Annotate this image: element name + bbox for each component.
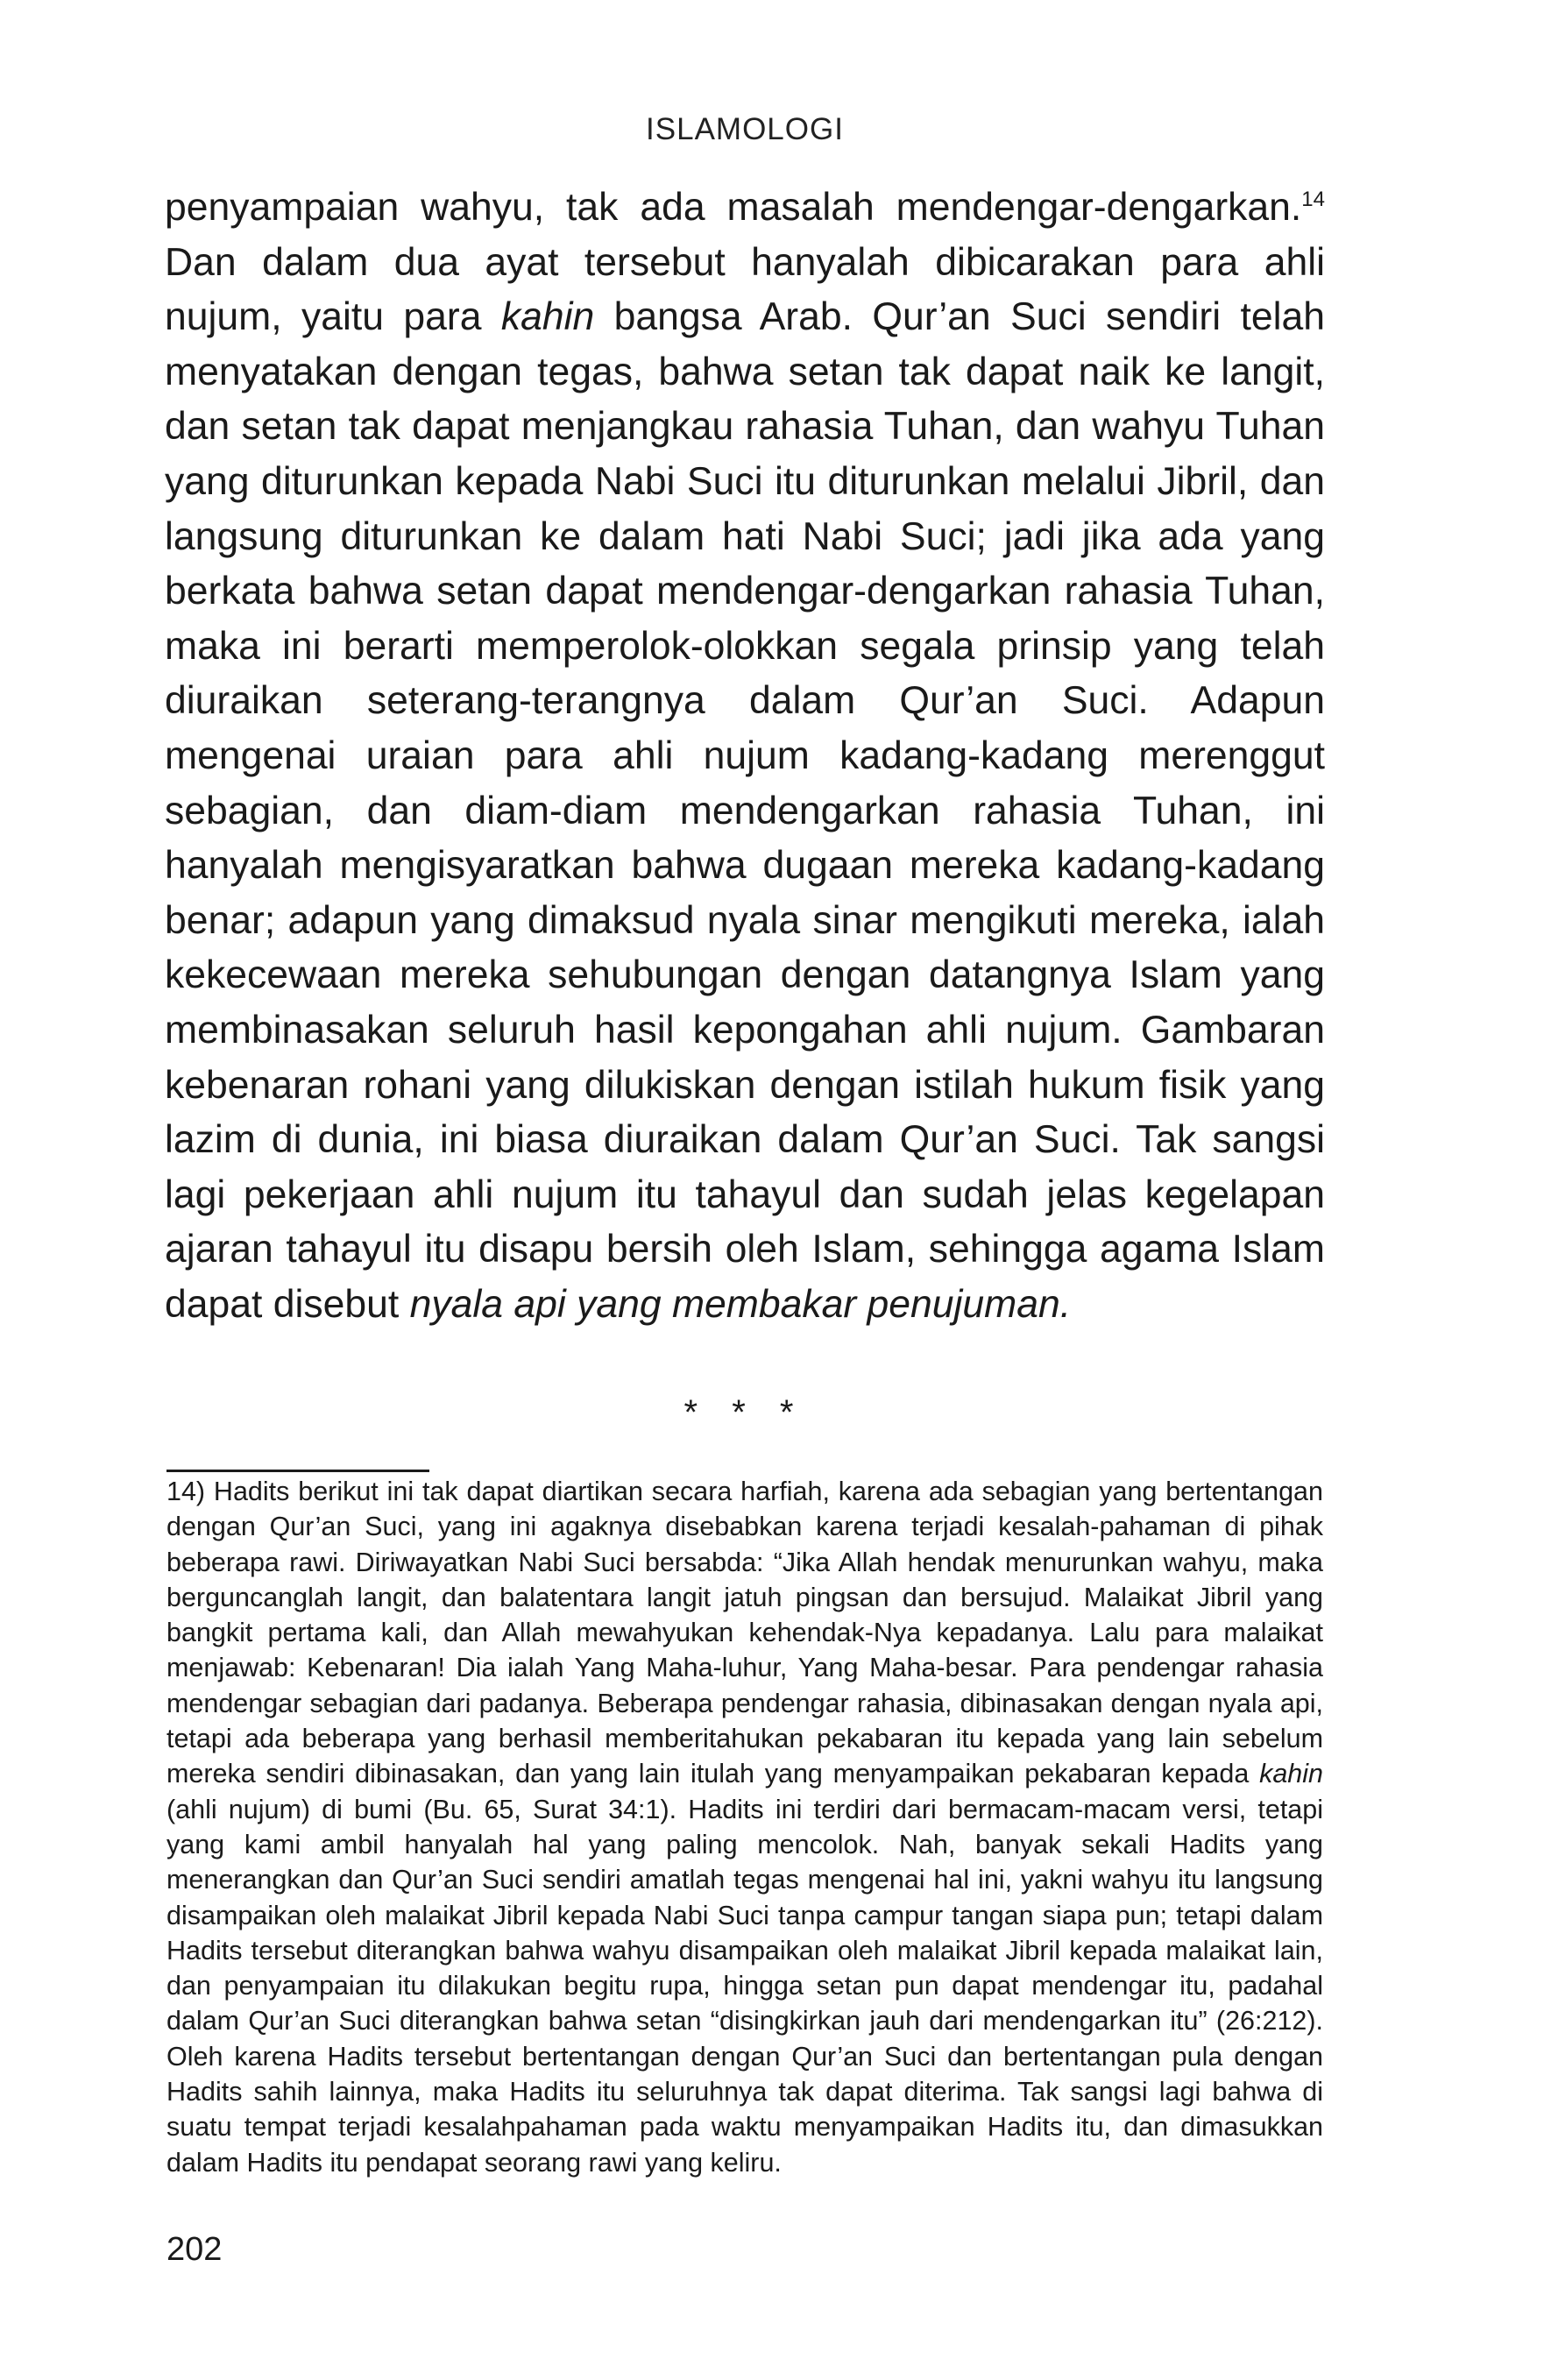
paragraph-text-2: Dan dalam dua ayat tersebut hanyalah dibicarakan para ahli nujum, yaitu para bbox=[165, 240, 1325, 339]
paragraph bbox=[165, 181, 1325, 1332]
italic-closing-phrase: nyala api yang membakar penujuman. bbox=[409, 1282, 1072, 1326]
running-header: ISLAMOLOGI bbox=[646, 112, 844, 146]
footnote-number: 14) bbox=[166, 1477, 206, 1506]
footnote-italic-kahin: kahin bbox=[1259, 1759, 1323, 1789]
paragraph-text-1: penyampaian wahyu, tak ada masalah mendengar-dengarkan. bbox=[165, 186, 1302, 229]
footnote-text-1: Hadits berikut ini tak dapat diartikan secara harfiah, karena ada sebagian yang bertentangan dengan Qur’an Suci, yang ini agaknya disebabkan karena terjadi kesalah-pahaman di pihak beberapa rawi. Diriwayatkan Nabi Suci bersabda: “Jika Allah hendak menurunkan wahyu, maka berguncanglah langit, dan balatentara langit jatuh pingsan dan bersujud. Malaikat Jibril yang bangkit pertama kali, dan Allah mewahyukan kehendak-Nya kepadanya. Lalu para malaikat menjawab: Kebenaran! Dia ialah Yang Maha-luhur, Yang Maha-besar. Para pendengar rahasia mendengar sebagian dari padanya. Beberapa pendengar rahasia, dibinasakan dengan nyala api, tetapi ada beberapa yang berhasil memberitahukan pekabaran itu kepada yang lain sebelum mereka sendiri dibinasakan, dan yang lain itulah yang menyampaikan pekabaran kepada bbox=[166, 1477, 1323, 1789]
footnote-divider bbox=[166, 1470, 429, 1472]
footnote bbox=[166, 1474, 1323, 2180]
footnote-reference: 14 bbox=[1301, 188, 1325, 212]
main-paragraph bbox=[165, 181, 1325, 1332]
italic-term-kahin: kahin bbox=[500, 295, 595, 339]
section-separator: * * * bbox=[683, 1393, 806, 1432]
page-number: 202 bbox=[166, 2231, 223, 2268]
paragraph-text-3: bangsa Arab. Qur’an Suci sendiri telah menyatakan dengan tegas, bahwa setan tak dapat naik ke langit, dan setan tak dapat menjangkau rahasia Tuhan, dan wahyu Tuhan yang diturunkan kepada Nabi Suci itu diturunkan melalui Jibril, dan langsung diturunkan ke dalam hati Nabi Suci; jadi jika ada yang berkata bahwa setan dapat mendengar-dengarkan rahasia Tuhan, maka ini berarti memperolok-olokkan segala prinsip yang telah diuraikan seterang-terangnya dalam Qur’an Suci. Adapun mengenai uraian para ahli nujum kadang-kadang merenggut sebagian, dan diam-diam mendengarkan rahasia Tuhan, ini hanyalah mengisyaratkan bahwa dugaan mereka kadang-kadang benar; adapun yang dimaksud nyala sinar mengikuti mereka, ialah kekecewaan mereka sehubungan dengan datangnya Islam yang membinasakan seluruh hasil kepongahan ahli nujum. Gambaran kebenaran rohani yang dilukiskan dengan istilah hukum fisik yang lazim di dunia, ini biasa diuraikan dalam Qur’an Suci. Tak sangsi lagi pekerjaan ahli nujum itu tahayul dan sudah jelas kegelapan ajaran tahayul itu disapu bersih oleh Islam, sehingga agama Islam dapat disebut bbox=[165, 295, 1326, 1326]
footnote-paragraph bbox=[166, 1474, 1323, 2180]
footnote-text-2: (ahli nujum) di bumi (Bu. 65, Surat 34:1). Hadits ini terdiri dari bermacam-macam versi, tetapi yang kami ambil hanyalah hal yang paling mencolok. Nah, banyak sekali Hadits yang menerangkan dan Qur’an Suci sendiri amatlah tegas mengenai hal ini, yakni wahyu itu langsung disampaikan oleh malaikat Jibril kepada Nabi Suci tanpa campur tangan siapa pun; tetapi dalam Hadits tersebut diterangkan bahwa wahyu disampaikan oleh malaikat Jibril kepada malaikat lain, dan penyampaian itu dilakukan begitu rupa, hingga setan pun dapat mendengar itu, padahal dalam Qur’an Suci diterangkan bahwa setan “disingkirkan jauh dari mendengarkan itu” (26:212). Oleh karena Hadits tersebut bertentangan dengan Qur’an Suci dan bertentangan pula dengan Hadits sahih lainnya, maka Hadits itu seluruhnya tak dapat diterima. Tak sangsi lagi bahwa di suatu tempat terjadi kesalahpahaman pada waktu menyampaikan Hadits itu, dan dimasukkan dalam Hadits itu pendapat seorang rawi yang keliru. bbox=[166, 1794, 1323, 2178]
